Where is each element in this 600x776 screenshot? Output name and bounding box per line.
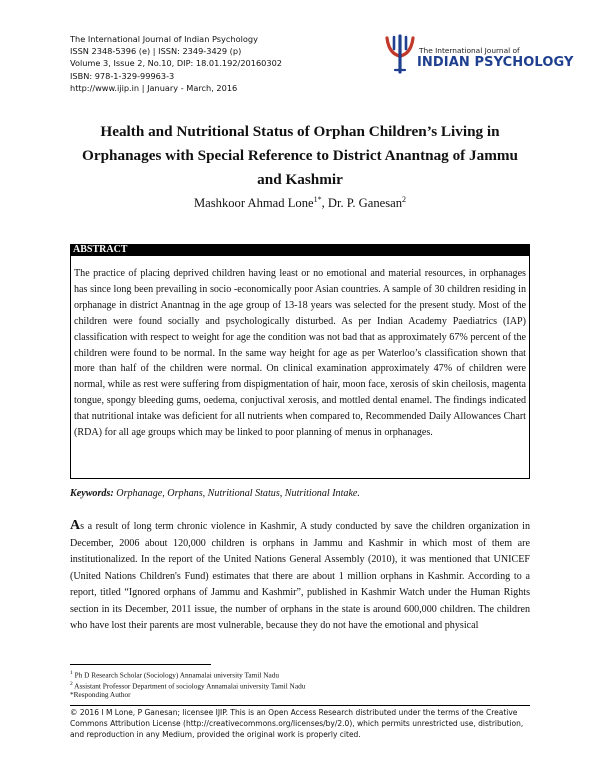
author-2-mark: 2 bbox=[402, 195, 407, 204]
footnote-1-text: Ph D Research Scholar (Sociology) Annamalai university Tamil Nadu bbox=[74, 670, 280, 680]
volume-line: Volume 3, Issue 2, No.10, DIP: 18.01.192/20160302 bbox=[70, 58, 282, 69]
keywords-label: Keywords: bbox=[70, 488, 114, 499]
journal-name: The International Journal of Indian Psychology bbox=[70, 34, 258, 44]
author-2: Dr. P. Ganesan bbox=[327, 196, 403, 211]
body-text: s a result of long term chronic violence in Kashmir, A study conducted by save the children organization in December, 2006 about 120,000 children is orphans in Jammu and Kashmir in which most of them are institutionalized. In the report of the United Nations General Assembly (2010), it was mentioned that UNICEF (United Nations Children's Fund) estimates that there are about 1 million orphans in Kashmir. According to a report, titled “Ignored orphans of Jammu and Kashmir”, published in Kashmir Watch under the Human Rights section in its December, 2011 issue, the number of orphans in the state is around 600,000 children. The children who have lost their parents are most vulnerable, because they do not have the emotional and physical bbox=[70, 521, 530, 631]
footnote-3: *Responding Author bbox=[70, 690, 131, 700]
psi-trident-icon bbox=[383, 34, 417, 74]
body-dropcap: A bbox=[70, 518, 81, 533]
abstract-heading: ABSTRACT bbox=[70, 244, 530, 256]
keywords-line bbox=[70, 488, 360, 499]
author-1-mark: 1* bbox=[313, 195, 322, 204]
license-divider bbox=[70, 705, 530, 706]
footnote-1-mark: 1 bbox=[70, 670, 73, 676]
body-paragraph bbox=[70, 518, 530, 635]
footnote-divider bbox=[70, 664, 211, 665]
logo-big-text: INDIAN PSYCHOLOGY bbox=[417, 55, 574, 70]
keywords-value: Orphanage, Orphans, Nutritional Status, Nutritional Intake. bbox=[116, 488, 360, 499]
logo-small-text: The International Journal of bbox=[419, 46, 520, 55]
author-separator: , bbox=[321, 196, 328, 211]
isbn-line: ISBN: 978-1-329-99963-3 bbox=[70, 70, 175, 81]
author-1: Mashkoor Ahmad Lone bbox=[193, 196, 314, 211]
url-date-line[interactable]: http://www.ijip.in | January - March, 2016 bbox=[70, 82, 238, 93]
paper-title: Health and Nutritional Status of Orphan Children’s Living in Orphanages with Special Reference to District Anantnag of Jammu and Kashmir bbox=[82, 123, 518, 188]
issn-line: ISSN 2348-5396 (e) | ISSN: 2349-3429 (p) bbox=[70, 46, 242, 57]
footnote-1 bbox=[70, 669, 305, 680]
footnote-2-mark: 2 bbox=[70, 680, 73, 687]
author-line bbox=[70, 195, 530, 211]
footnote-2-text: Assistant Professor Department of sociology Annamalai university Tamil Nadu bbox=[74, 681, 306, 691]
footnotes bbox=[70, 669, 305, 699]
footnote-2 bbox=[70, 680, 305, 691]
license-text: © 2016 I M Lone, P Ganesan; licensee IJIP. This is an Open Access Research distributed under the terms of the Creative Commons Attribution License (http://creativecommons.org/licenses/by/2.0), which permits unrestricted use, distribution, and reproduction in any Medium, provided the original work is properly cited. bbox=[70, 708, 524, 740]
journal-header-meta bbox=[70, 33, 282, 94]
journal-logo bbox=[383, 34, 574, 74]
abstract-text: The practice of placing deprived children having least or no emotional and material resources, in orphanages has since long been prevailing in socio -economically poor Asian countries. A sample of 30 children residing in orphanage in district Anantnag in the age group of 13-18 years was selected for the present study. Most of the children were found socially and psychologically disturbed. As per Indian Academy Paediatrics (IAP) classification with respect to weight for age the condition was not bad that as approximately 67% percent of the children were found to be normal. In the same way height for age as per Waterloo’s classification shown that more than half of the children were normal. On clinical examination approximately 47% of children were normal, while as rest were suffering from dispigmentation of hair, moon face, xerosis of skin cheilosis, magenta tongue, spongy bleeding gums, oedema, conjuctival xerosis, and mottled dental enamel. The findings indicated that nutritional intake was deficient for all nutrients when compared to, Recommended Daily Allowances Chart (RDA) for all age groups which may be linked to poor planning of menus in orphanages. bbox=[74, 268, 526, 439]
